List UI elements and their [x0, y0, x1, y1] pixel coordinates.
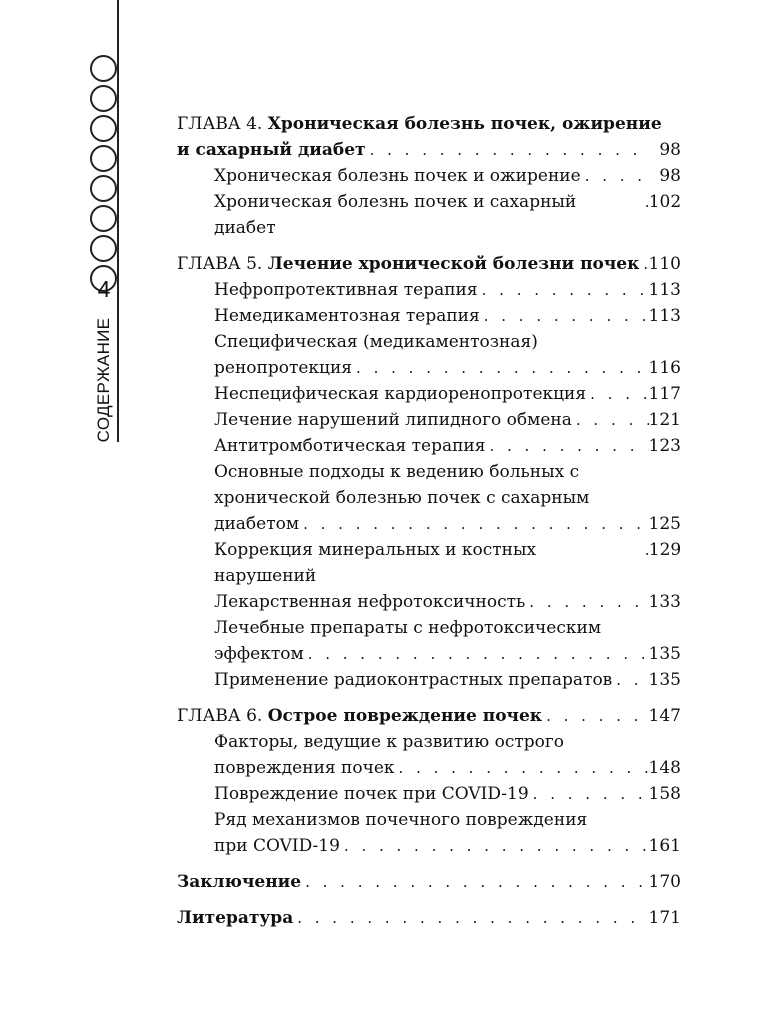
conclusion-page: 170: [648, 872, 681, 892]
circle-icon: [90, 115, 117, 142]
toc-item-page: 135: [648, 644, 681, 664]
toc-item-title: Лекарственная нефротоксичность: [214, 592, 526, 612]
chapter-4-prefix: ГЛАВА 4.: [177, 114, 268, 134]
circle-icon: [90, 85, 117, 112]
toc-item-title: повреждения почек: [214, 758, 395, 778]
circle-icon: [90, 205, 117, 232]
chapter-5-title: Лечение хронической болезни почек: [267, 254, 640, 274]
toc-item-title: диабетом: [214, 514, 300, 534]
literature-entry[interactable]: [177, 905, 681, 931]
toc-item-title-line: Основные подходы к ведению больных с: [214, 462, 580, 482]
dot-leader: [639, 251, 648, 277]
toc-item-page: 133: [648, 592, 681, 612]
decorative-circles: [90, 55, 120, 295]
chapter-4-heading[interactable]: [177, 111, 681, 163]
toc-item-title: Хроническая болезнь почек и ожирение: [214, 166, 581, 186]
toc-item-page: 116: [648, 358, 681, 378]
dot-leader: [340, 833, 649, 859]
chapter-4: [177, 111, 681, 241]
dot-leader: [525, 589, 648, 615]
chapter-6-page: 147: [648, 706, 681, 726]
dot-leader: [480, 303, 649, 329]
conclusion-section: [177, 869, 681, 895]
toc-item[interactable]: [214, 277, 681, 303]
toc-item-page: 148: [648, 758, 681, 778]
conclusion-title: Заключение: [177, 872, 302, 892]
toc-item-title: Немедикаментозная терапия: [214, 306, 480, 326]
toc-item-page: 129: [648, 540, 682, 560]
page-number: 4: [97, 276, 111, 302]
chapter-6-heading[interactable]: [177, 703, 681, 729]
dot-leader: [612, 667, 648, 693]
chapter-4-title-line2: и сахарный диабет: [177, 140, 366, 160]
toc-item-title-line: Специфическая (медикаментозная): [214, 332, 538, 352]
circle-icon: [90, 175, 117, 202]
toc-item[interactable]: [214, 807, 681, 859]
toc-item[interactable]: [214, 589, 681, 615]
toc-item-title: Хроническая болезнь почек и сахарный диабет: [214, 192, 577, 238]
toc-item-page: 102: [648, 192, 682, 212]
toc-item[interactable]: [214, 433, 681, 459]
toc-item[interactable]: [214, 667, 681, 693]
literature-section: [177, 905, 681, 931]
conclusion-entry[interactable]: [177, 869, 681, 895]
toc-item-page: 125: [648, 514, 681, 534]
dot-leader: [485, 433, 648, 459]
dot-leader: [581, 163, 651, 189]
chapter-6-prefix: ГЛАВА 6.: [177, 706, 268, 726]
dot-leader: [304, 641, 649, 667]
toc-item-title-line: Факторы, ведущие к развитию острого: [214, 732, 565, 752]
chapter-6-title: Острое повреждение почек: [267, 706, 543, 726]
toc-item-page: 135: [648, 670, 681, 690]
literature-title: Литература: [177, 908, 294, 928]
toc-item[interactable]: [214, 303, 681, 329]
toc-item-page: 158: [648, 784, 681, 804]
dot-leader: [641, 189, 649, 215]
circle-icon: [90, 145, 117, 172]
chapter-5-heading[interactable]: [177, 251, 681, 277]
chapter-5: [177, 251, 681, 693]
table-of-contents: [177, 111, 681, 937]
toc-item-title: Применение радиоконтрастных препаратов: [214, 670, 613, 690]
dot-leader: [352, 355, 649, 381]
toc-item-title: Антитромботическая терапия: [214, 436, 486, 456]
toc-item-page: 117: [648, 384, 681, 404]
toc-item[interactable]: [214, 329, 681, 381]
dot-leader: [542, 703, 648, 729]
dot-leader: [395, 755, 649, 781]
toc-item-title: Неспецифическая кардиоренопротекция: [214, 384, 587, 404]
toc-item[interactable]: [214, 381, 681, 407]
chapter-4-page: 98: [659, 140, 681, 160]
circle-icon: [90, 235, 117, 262]
toc-item-title: Повреждение почек при COVID-19: [214, 784, 529, 804]
toc-item[interactable]: [214, 729, 681, 781]
dot-leader: [478, 277, 649, 303]
toc-item-page: 121: [648, 410, 681, 430]
dot-leader: [641, 537, 649, 563]
section-label: СОДЕРЖАНИЕ: [94, 317, 113, 443]
toc-item[interactable]: [214, 189, 681, 241]
toc-item-page: 113: [648, 280, 681, 300]
chapter-6: [177, 703, 681, 859]
dot-leader: [529, 781, 649, 807]
toc-item-title: ренопротекция: [214, 358, 353, 378]
toc-item[interactable]: [214, 407, 681, 433]
toc-item-title: при COVID-19: [214, 836, 340, 856]
chapter-5-prefix: ГЛАВА 5.: [177, 254, 268, 274]
toc-item[interactable]: [214, 781, 681, 807]
toc-item-title: Нефропротективная терапия: [214, 280, 478, 300]
dot-leader: [366, 137, 651, 163]
dot-leader: [572, 407, 649, 433]
toc-item-page: 123: [648, 436, 681, 456]
toc-item[interactable]: [214, 459, 681, 537]
toc-item-page: 113: [648, 306, 681, 326]
chapter-5-page: 110: [648, 254, 681, 274]
toc-item-title: эффектом: [214, 644, 304, 664]
toc-item-page: 98: [659, 166, 681, 186]
toc-item-title: Лечение нарушений липидного обмена: [214, 410, 572, 430]
dot-leader: [293, 905, 648, 931]
toc-item[interactable]: [214, 615, 681, 667]
toc-item-page: 161: [648, 836, 681, 856]
chapter-4-title-line1: Хроническая болезнь почек, ожирение: [267, 114, 662, 134]
literature-page: 171: [648, 908, 681, 928]
toc-item[interactable]: [214, 537, 681, 589]
dot-leader: [586, 381, 648, 407]
toc-item-title-line: хронической болезнью почек с сахарным: [214, 488, 590, 508]
toc-item-title-line: Лечебные препараты с нефротоксическим: [214, 618, 602, 638]
circle-icon: [90, 55, 117, 82]
dot-leader: [301, 869, 648, 895]
toc-item[interactable]: [214, 163, 681, 189]
toc-item-title-line: Ряд механизмов почечного повреждения: [214, 810, 588, 830]
toc-item-title: Коррекция минеральных и костных нарушений: [214, 540, 537, 586]
dot-leader: [299, 511, 648, 537]
